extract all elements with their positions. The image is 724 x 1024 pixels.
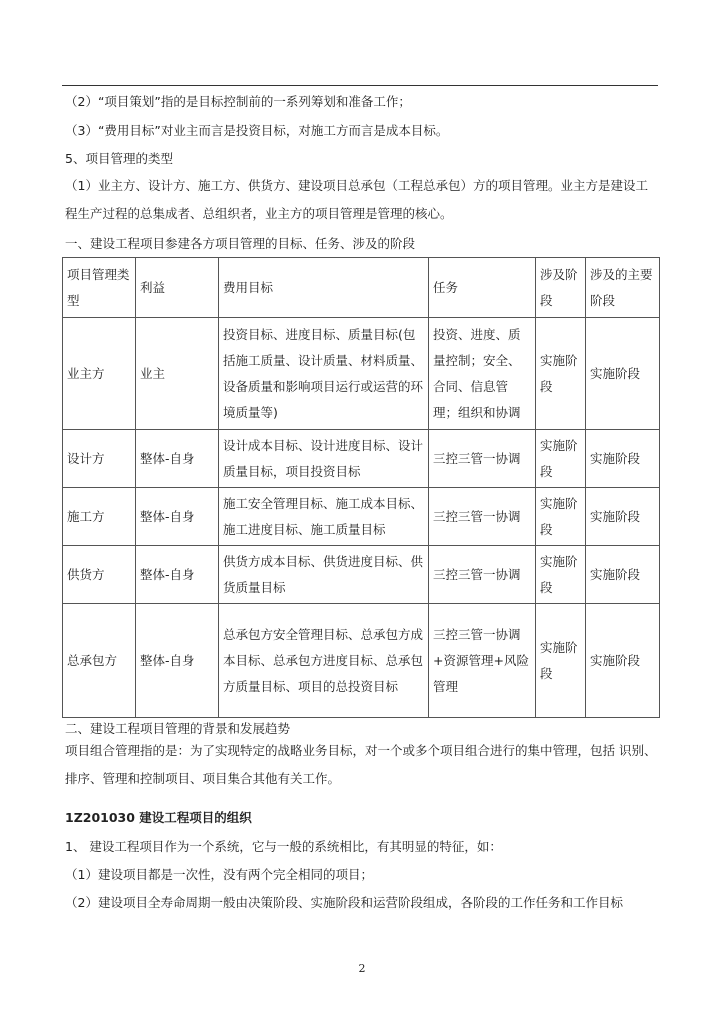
paragraph: （2）建设项目全寿命周期一般由决策阶段、实施阶段和运营阶段组成，各阶段的工作任务和工作目标 <box>65 895 623 910</box>
paragraph: （2）“项目策划”指的是目标控制前的一系列筹划和准备工作； <box>65 94 411 109</box>
paragraph: （1）建设项目都是一次性，没有两个完全相同的项目； <box>65 867 373 882</box>
table-cell: 实施阶段 <box>586 546 660 604</box>
table-cell: 实施阶段 <box>586 604 660 718</box>
table-cell: 投资、进度、质量控制；安全、合同、信息管理；组织和协调 <box>429 318 536 430</box>
section-heading: 二、建设工程项目管理的背景和发展趋势 <box>65 721 291 736</box>
table-cell: 投资目标、进度目标、质量目标(包括施工质量、设计质量、材料质量、设备质量和影响项目运行或运营的环境质量等) <box>219 318 429 430</box>
table-row <box>63 546 660 604</box>
header-cell: 任务 <box>429 258 536 318</box>
table-row <box>63 488 660 546</box>
section-heading: 1Z201030 建设工程项目的组织 <box>65 810 252 825</box>
header-cell: 项目管理类型 <box>63 258 136 318</box>
table-cell: 实施阶段 <box>586 430 660 488</box>
table-cell: 供货方成本目标、供货进度目标、供货质量目标 <box>219 546 429 604</box>
table-header-row <box>63 258 660 318</box>
paragraph: 1、 建设工程项目作为一个系统，它与一般的系统相比，有其明显的特征，如： <box>65 839 502 854</box>
header-rule <box>62 85 658 86</box>
table-cell: 施工安全管理目标、施工成本目标、施工进度目标、施工质量目标 <box>219 488 429 546</box>
table-cell: 设计成本目标、设计进度目标、设计质量目标，项目投资目标 <box>219 430 429 488</box>
section-heading: 一、建设工程项目参建各方项目管理的目标、任务、涉及的阶段 <box>65 236 416 251</box>
table-cell: 整体-自身 <box>136 430 219 488</box>
table-cell: 业主 <box>136 318 219 430</box>
section-heading: 5、项目管理的类型 <box>65 151 173 166</box>
table-cell: 三控三管一协调 <box>429 488 536 546</box>
table-row <box>63 604 660 718</box>
table-cell: 总承包方 <box>63 604 136 718</box>
table-cell: 实施阶段 <box>586 318 660 430</box>
table-cell: 整体-自身 <box>136 488 219 546</box>
table-cell: 实施阶段 <box>536 604 586 718</box>
table-cell: 实施阶段 <box>536 488 586 546</box>
table-cell: 整体-自身 <box>136 604 219 718</box>
table-cell: 三控三管一协调 <box>429 430 536 488</box>
table-cell: 三控三管一协调+资源管理+风险管理 <box>429 604 536 718</box>
table-row <box>63 430 660 488</box>
paragraph: （3）“费用目标”对业主而言是投资目标，对施工方而言是成本目标。 <box>65 123 449 138</box>
table-cell: 实施阶段 <box>586 488 660 546</box>
paragraph: 项目组合管理指的是：为了实现特定的战略业务目标，对一个或多个项目组合进行的集中管理，包括 识别、排序、管理和控制项目、项目集合其他有关工作。 <box>65 743 657 786</box>
table-cell: 实施阶段 <box>536 546 586 604</box>
header-cell: 费用目标 <box>219 258 429 318</box>
header-cell: 利益 <box>136 258 219 318</box>
table-cell: 设计方 <box>63 430 136 488</box>
paragraph: （1）业主方、设计方、施工方、供货方、建设项目总承包（工程总承包）方的项目管理。业主方是建设工程生产过程的总集成者、总组织者，业主方的项目管理是管理的核心。 <box>65 178 648 221</box>
header-cell: 涉及的主要阶段 <box>586 258 660 318</box>
table-cell: 实施阶段 <box>536 430 586 488</box>
table-cell: 整体-自身 <box>136 546 219 604</box>
table-row <box>63 318 660 430</box>
table-cell: 总承包方安全管理目标、总承包方成本目标、总承包方进度目标、总承包方质量目标、项目的总投资目标 <box>219 604 429 718</box>
table-cell: 实施阶段 <box>536 318 586 430</box>
header-cell: 涉及阶段 <box>536 258 586 318</box>
table-cell: 业主方 <box>63 318 136 430</box>
project-management-table <box>62 257 660 718</box>
table-cell: 三控三管一协调 <box>429 546 536 604</box>
page-number: 2 <box>358 962 366 975</box>
table-cell: 施工方 <box>63 488 136 546</box>
table-cell: 供货方 <box>63 546 136 604</box>
